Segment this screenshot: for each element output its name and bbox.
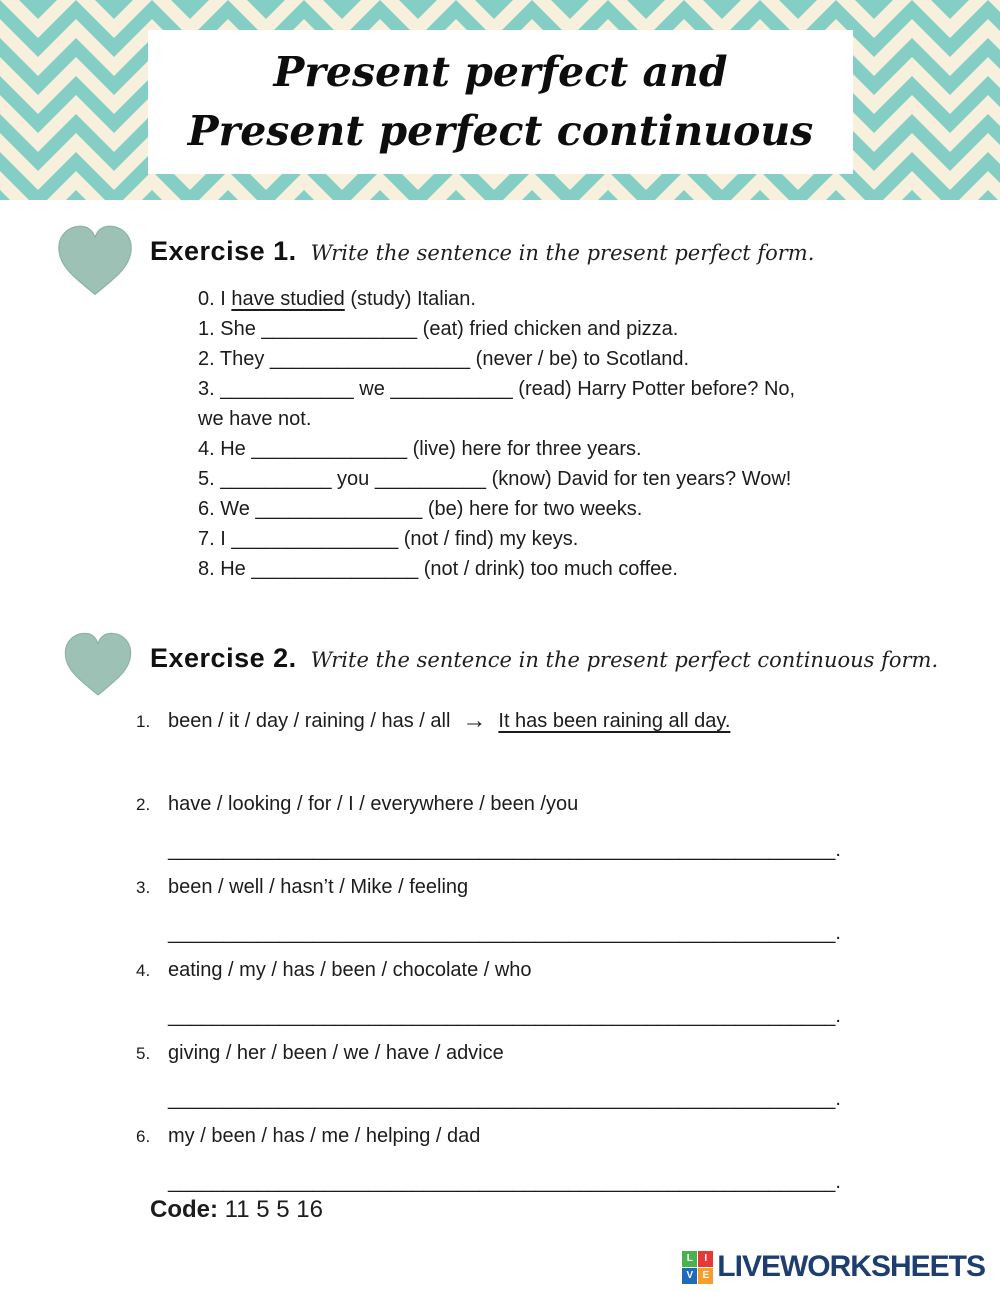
logo-tile-e: E (698, 1268, 713, 1284)
exercise2-example (136, 705, 881, 737)
example-suffix: (study) Italian. (344, 288, 476, 310)
scramble-text: giving / her / been / we / have / advice (168, 1042, 504, 1064)
exercise1-item-continuation: we have not. (198, 408, 312, 430)
item-number: 2. (136, 795, 151, 814)
exercise2-item (136, 1038, 881, 1069)
scramble-text: eating / my / has / been / chocolate / who (168, 959, 532, 981)
code-label: Code: (150, 1196, 218, 1223)
exercise1-item[interactable]: 5. __________ you __________ (know) David for ten years? Wow! (198, 468, 792, 490)
item-number: 1. (136, 712, 151, 731)
answer-blank[interactable]: ____________________________________________________________. (168, 922, 841, 944)
item-number: 6. (136, 1127, 151, 1146)
exercise1-heading-label: Exercise 1. (150, 236, 297, 266)
exercise2-instruction: Write the sentence in the present perfect continuous form. (310, 648, 939, 672)
exercise2-item (136, 789, 881, 820)
exercise1-item[interactable]: 6. We _______________ (be) here for two weeks. (198, 498, 643, 520)
code-value: 11 5 5 16 (218, 1196, 323, 1223)
answer-blank[interactable]: ____________________________________________________________. (168, 1171, 841, 1193)
exercise2-heading-label: Exercise 2. (150, 643, 297, 673)
heart-icon (60, 628, 136, 698)
example-scramble: been / it / day / raining / has / all (168, 710, 451, 732)
heart-icon (53, 220, 137, 298)
worksheet-code (150, 1196, 323, 1224)
exercise1-example (198, 284, 928, 314)
exercise1-instruction: Write the sentence in the present perfect form. (310, 241, 815, 265)
answer-blank[interactable]: ____________________________________________________________. (168, 1088, 841, 1110)
answer-blank[interactable]: ____________________________________________________________. (168, 1005, 841, 1027)
example-answer: have studied (231, 288, 345, 310)
exercise1-item[interactable]: 1. She ______________ (eat) fried chicken and pizza. (198, 318, 679, 340)
exercise2-item (136, 955, 881, 986)
logo-tile-i: I (698, 1251, 713, 1267)
worksheet-header (0, 0, 1000, 200)
title-line-1: Present perfect and (273, 47, 728, 96)
exercise1-heading (150, 236, 814, 267)
title-box (148, 30, 853, 174)
title-line-2: Present perfect continuous (187, 107, 814, 155)
item-number: 4. (136, 961, 151, 980)
arrow-right-icon: → (462, 707, 487, 734)
logo-grid-icon (682, 1251, 713, 1284)
example-answer: It has been raining all day. (498, 710, 731, 732)
exercise2-list (136, 705, 881, 1204)
logo-tile-v: V (682, 1268, 697, 1284)
scramble-text: my / been / has / me / helping / dad (168, 1125, 481, 1147)
scramble-text: have / looking / for / I / everywhere / been /you (168, 793, 579, 815)
example-prefix: 0. I (198, 288, 232, 310)
exercise1-item[interactable]: 4. He ______________ (live) here for three years. (198, 438, 642, 460)
scramble-text: been / well / hasn’t / Mike / feeling (168, 876, 469, 898)
liveworksheets-logo[interactable] (682, 1250, 985, 1284)
answer-blank[interactable]: ____________________________________________________________. (168, 839, 841, 861)
exercise1-item[interactable]: 7. I _______________ (not / find) my keys. (198, 528, 579, 550)
item-number: 5. (136, 1044, 151, 1063)
exercise2-heading (150, 643, 938, 674)
brand-text: LIVEWORKSHEETS (717, 1250, 985, 1283)
logo-tile-l: L (682, 1251, 697, 1267)
exercise1-item[interactable]: 2. They __________________ (never / be) to Scotland. (198, 348, 690, 370)
exercise2-item (136, 872, 881, 903)
item-number: 3. (136, 878, 151, 897)
exercise2-item (136, 1121, 881, 1152)
exercise1-items (198, 284, 928, 584)
exercise1-item[interactable]: 3. ____________ we ___________ (read) Harry Potter before? No, (198, 378, 796, 400)
exercise1-item[interactable]: 8. He _______________ (not / drink) too much coffee. (198, 558, 678, 580)
